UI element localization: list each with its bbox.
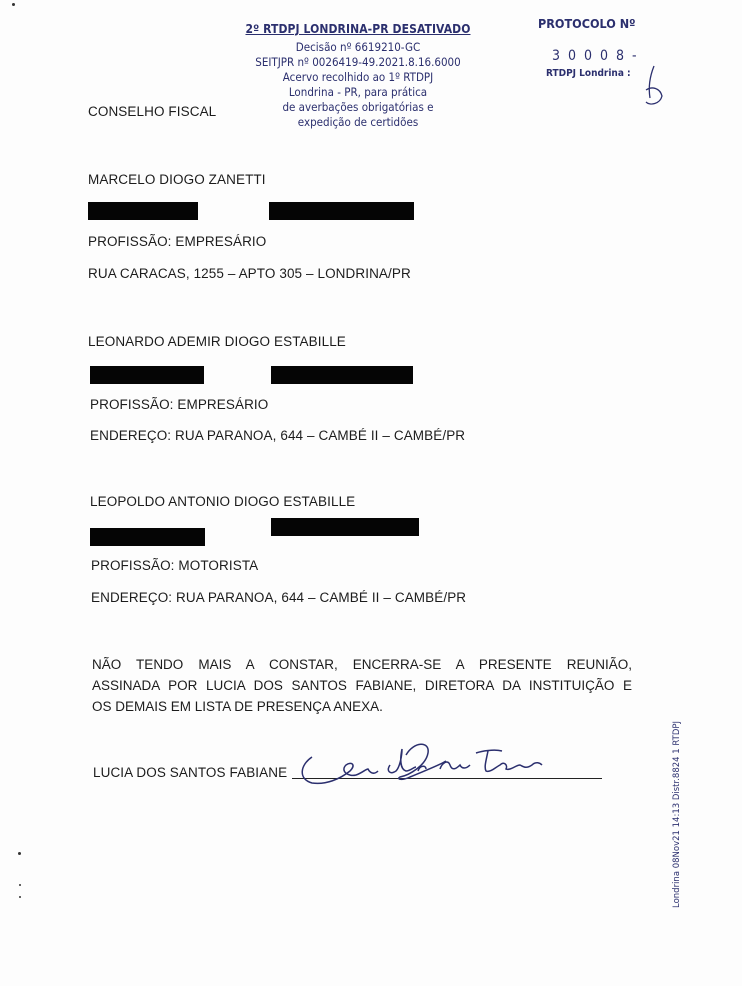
scan-speck	[19, 884, 21, 886]
section-title: CONSELHO FISCAL	[88, 104, 217, 119]
stamp-line: expedição de certidões	[297, 115, 419, 129]
stamp-process: SEITJPR nº 0026419-49.2021.8.16.6000	[255, 55, 461, 69]
closing-line: NÃO TENDO MAIS A CONSTAR, ENCERRA-SE A PRESENTE REUNIÃO,	[92, 657, 632, 672]
redaction-bar	[271, 518, 419, 536]
closing-line: ASSINADA POR LUCIA DOS SANTOS FABIANE, DIRETORA DA INSTITUIÇÃO E	[92, 678, 632, 693]
scan-speck	[18, 852, 21, 855]
redaction-bar	[271, 366, 413, 384]
registry-stamp	[243, 22, 473, 130]
redaction-bar	[269, 202, 414, 220]
redaction-bar	[88, 202, 198, 220]
stamp-decision: Decisão nº 6619210-GC	[295, 40, 421, 54]
signatory-name: LUCIA DOS SANTOS FABIANE	[93, 765, 288, 780]
scan-speck	[12, 3, 15, 6]
closing-paragraph	[92, 654, 632, 717]
member-profession: PROFISSÃO: EMPRESÁRIO	[88, 234, 267, 249]
member-address: ENDEREÇO: RUA PARANOA, 644 – CAMBÉ II – CAMBÉ/PR	[91, 590, 467, 605]
member-address: ENDEREÇO: RUA PARANOA, 644 – CAMBÉ II – CAMBÉ/PR	[90, 428, 466, 443]
redaction-bar	[90, 528, 205, 546]
member-profession: PROFISSÃO: MOTORISTA	[91, 558, 259, 573]
closing-line: OS DEMAIS EM LISTA DE PRESENÇA ANEXA.	[92, 699, 383, 714]
protocol-office: RTDPJ Londrina :	[546, 68, 631, 79]
redaction-bar	[90, 366, 204, 384]
stamp-title: 2º RTDPJ LONDRINA-PR DESATIVADO	[245, 22, 471, 36]
distribution-stamp: Londrina 08Nov21 14:13 Distr.8824 1 RTDPJ	[672, 720, 682, 908]
protocol-initials	[640, 62, 668, 112]
stamp-line: de averbações obrigatórias e	[282, 100, 434, 114]
stamp-line: Londrina - PR, para prática	[288, 85, 428, 99]
scan-speck	[19, 896, 21, 898]
protocol-label: PROTOCOLO Nº	[538, 16, 636, 31]
stamp-line: Acervo recolhido ao 1º RTDPJ	[282, 70, 434, 84]
protocol-number: 3 0 0 0 8 -	[552, 48, 639, 64]
member-name: LEOPOLDO ANTONIO DIOGO ESTABILLE	[90, 494, 356, 509]
handwritten-signature	[290, 735, 550, 795]
member-address: RUA CARACAS, 1255 – APTO 305 – LONDRINA/PR	[88, 266, 411, 281]
member-profession: PROFISSÃO: EMPRESÁRIO	[90, 397, 269, 412]
member-name: MARCELO DIOGO ZANETTI	[88, 172, 266, 187]
member-name: LEONARDO ADEMIR DIOGO ESTABILLE	[88, 334, 346, 349]
